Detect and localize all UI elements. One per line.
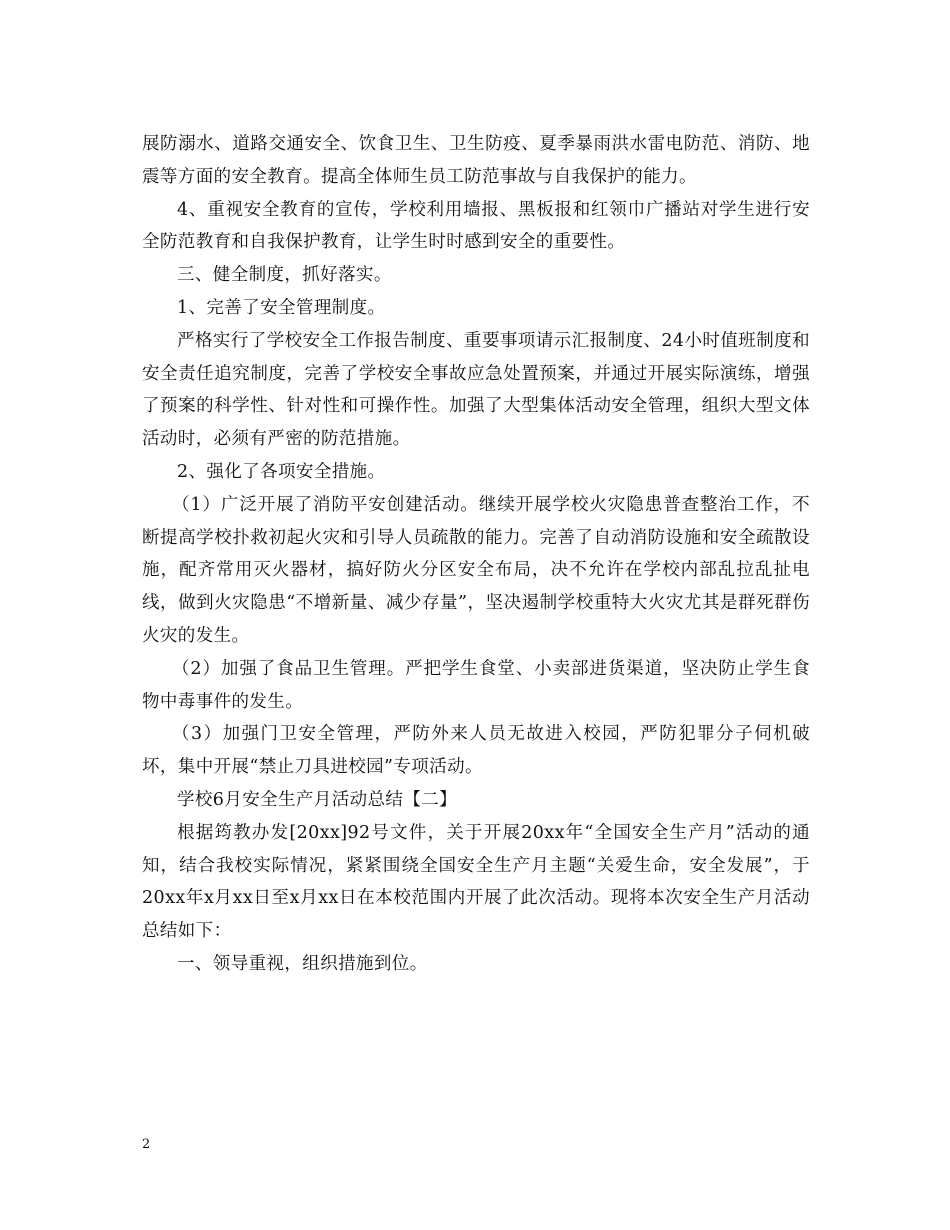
title-summary-part-two: 学校6月安全生产月活动总结【二】 bbox=[177, 789, 458, 810]
document-body bbox=[142, 128, 810, 981]
page-number: 2 bbox=[142, 1137, 151, 1152]
section-heading-leadership: 一、领导重视，组织措施到位。 bbox=[177, 953, 428, 974]
paragraph-safety-education-topics: 展防溺水、道路交通安全、饮食卫生、卫生防疫、夏季暴雨洪水雷电防范、消防、地震等方面的安全教育。提高全体师生员工防范事故与自我保护的能力。 bbox=[142, 134, 810, 187]
subheading-safety-measures: 2、强化了各项安全措施。 bbox=[177, 461, 386, 482]
paragraph-food-hygiene: （2）加强了食品卫生管理。严把学生食堂、小卖部进货渠道，坚决防止学生食物中毒事件的发生。 bbox=[142, 658, 810, 712]
paragraph-gate-security: （3）加强门卫安全管理，严防外来人员无故进入校园，严防犯罪分子伺机破坏，集中开展“禁止刀具进校园”专项活动。 bbox=[142, 724, 810, 778]
paragraph-safety-publicity: 4、重视安全教育的宣传，学校利用墙报、黑板报和红领巾广播站对学生进行安全防范教育和自我保护教育，让学生时时感到安全的重要性。 bbox=[142, 199, 810, 253]
paragraph-reporting-system: 严格实行了学校安全工作报告制度、重要事项请示汇报制度、24小时值班制度和安全责任追究制度，完善了学校安全事故应急处置预案，并通过开展实际演练，增强了预案的科学性、针对性和可操作性。加强了大型集体活动安全管理，组织大型文体活动时，必须有严密的防范措施。 bbox=[142, 330, 810, 450]
paragraph-fire-safety: （1）广泛开展了消防平安创建活动。继续开展学校火灾隐患普查整治工作，不断提高学校扑救初起火灾和引导人员疏散的能力。完善了自动消防设施和安全疏散设施，配齐常用灭火器材，搞好防火分区安全布局，决不允许在学校内部乱拉乱扯电线，做到火灾隐患“不增新量、减少存量”，坚决遏制学校重特大火灾尤其是群死群伤火灾的发生。 bbox=[142, 494, 810, 646]
paragraph-activity-background: 根据筠教办发[20xx]92号文件，关于开展20xx年“全国安全生产月”活动的通知，结合我校实际情况，紧紧围绕全国安全生产月主题“关爱生命，安全发展”，于20xx年x月xx日至x月xx日在本校范围内开展了此次活动。现将本次安全生产月活动总结如下： bbox=[142, 822, 810, 942]
section-heading-system-implementation: 三、健全制度，抓好落实。 bbox=[177, 265, 392, 286]
subheading-management-system: 1、完善了安全管理制度。 bbox=[177, 297, 386, 318]
